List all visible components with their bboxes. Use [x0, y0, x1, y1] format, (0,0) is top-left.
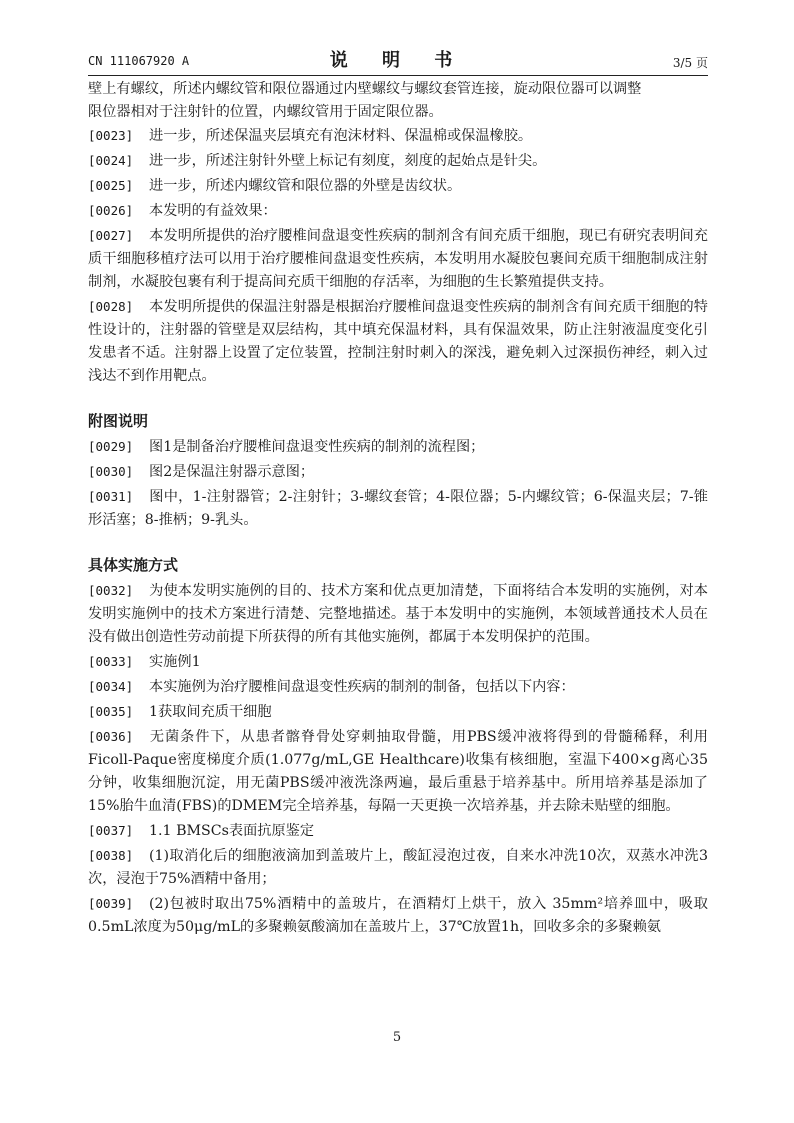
- paragraph-text: 为使本发明实施例的目的、技术方案和优点更加清楚，下面将结合本发明的实施例，对本发明实施例中的技术方案进行清楚、完整地描述。基于本发明中的实施例，本领域普通技术人员在没有做出创造性劳动前提下所获得的所有其他实施例，都属于本发明保护的范围。: [88, 583, 708, 645]
- paragraph: [88, 650, 708, 674]
- paragraph-number: [0034]: [88, 679, 134, 694]
- paragraph-number: [0031]: [88, 489, 134, 504]
- paragraph: [88, 174, 708, 198]
- paragraph: [88, 124, 708, 148]
- paragraph: [88, 579, 708, 649]
- paragraph: [88, 725, 708, 818]
- document-title: 说 明 书: [329, 50, 467, 71]
- paragraph-number: [0025]: [88, 178, 134, 193]
- paragraph: [88, 460, 708, 484]
- paragraph: [88, 892, 708, 939]
- paragraph-text: 本发明的有益效果：: [149, 203, 277, 219]
- paragraph: [88, 700, 708, 724]
- paragraph-text: 进一步，所述注射针外壁上标记有刻度，刻度的起始点是针尖。: [149, 153, 547, 169]
- paragraph-number: [0038]: [88, 848, 134, 863]
- paragraph-text: 图中，1-注射器管；2-注射针；3-螺纹套管；4-限位器；5-内螺纹管；6-保温夹层；7-锥形活塞；8-推柄；9-乳头。: [88, 489, 708, 528]
- paragraph-number: [0037]: [88, 823, 134, 838]
- paragraph: [88, 224, 708, 294]
- paragraph-number: [0039]: [88, 896, 134, 911]
- paragraph-text: 本发明所提供的保温注射器是根据治疗腰椎间盘退变性疾病的制剂含有间充质干细胞的特性设计的，注射器的管壁是双层结构，其中填充保温材料，具有保温效果，防止注射液温度变化引发患者不适。注射器上设置了定位装置，控制注射时刺入的深浅，避免刺入过深损伤神经，刺入过浅达不到作用靶点。: [88, 299, 708, 384]
- paragraph: [88, 435, 708, 459]
- page-number: 5: [392, 1030, 402, 1045]
- section-heading-embodiments: 具体实施方式: [88, 556, 179, 574]
- page-header: [88, 46, 708, 74]
- page-label: 3/5 页: [672, 56, 708, 70]
- paragraph-text: (1)取消化后的细胞液滴加到盖玻片上，酸缸浸泡过夜，自来水冲洗10次，双蒸水冲洗3次，浸泡于75%酒精中备用；: [88, 848, 708, 887]
- paragraph-number: [0032]: [88, 583, 134, 598]
- paragraph: [88, 819, 708, 843]
- paragraph-text: 图2是保温注射器示意图；: [149, 464, 315, 480]
- paragraph: [88, 844, 708, 891]
- paragraph-number: [0036]: [88, 729, 134, 744]
- intro-line: 限位器相对于注射针的位置，内螺纹管用于固定限位器。: [88, 104, 443, 120]
- paragraph-number: [0024]: [88, 153, 134, 168]
- paragraph: [88, 485, 708, 532]
- paragraph-number: [0033]: [88, 654, 134, 669]
- paragraph-number: [0028]: [88, 299, 134, 314]
- paragraph-number: [0029]: [88, 439, 134, 454]
- paragraph-text: 无菌条件下，从患者髂脊骨处穿刺抽取骨髓，用PBS缓冲液将得到的骨髓稀释，利用Ficoll-Paque密度梯度介质(1.077g/mL,GE Healthcare)收集有核细胞，室温下400×g离心35分钟，收集细胞沉淀，用无菌PBS缓冲液洗涤两遍，最后重悬于培养基中。所用培养基是添加了15%胎牛血清(FBS)的DMEM完全培养基，每隔一天更换一次培养基，并去除未贴壁的细胞。: [88, 729, 708, 814]
- paragraph-text: 1.1 BMSCs表面抗原鉴定: [149, 823, 315, 839]
- paragraph-text: (2)包被时取出75%酒精中的盖玻片，在酒精灯上烘干，放入 35mm²培养皿中，吸取0.5mL浓度为50μg/mL的多聚赖氨酸滴加在盖玻片上，37℃放置1h，回收多余的多聚赖氨: [88, 896, 708, 935]
- paragraph-number: [0035]: [88, 704, 134, 719]
- document-body: [88, 78, 708, 940]
- paragraph-text: 本发明所提供的治疗腰椎间盘退变性疾病的制剂含有间充质干细胞，现已有研究表明间充质干细胞移植疗法可以用于治疗腰椎间盘退变性疾病，本发明用水凝胶包裹间充质干细胞制成注射制剂，水凝胶包裹有利于提高间充质干细胞的存活率，为细胞的生长繁殖提供支持。: [88, 228, 708, 290]
- paragraph-number: [0027]: [88, 228, 134, 243]
- paragraph: [88, 295, 708, 388]
- paragraph-text: 本实施例为治疗腰椎间盘退变性疾病的制剂的制备，包括以下内容：: [149, 679, 575, 695]
- paragraph-number: [0023]: [88, 128, 134, 143]
- paragraph-text: 图1是制备治疗腰椎间盘退变性疾病的制剂的流程图；: [149, 439, 485, 455]
- paragraph-text: 进一步，所述保温夹层填充有泡沫材料、保温棉或保温橡胶。: [149, 128, 533, 144]
- paragraph-number: [0026]: [88, 203, 134, 218]
- paragraph-group-a: [88, 124, 708, 388]
- patent-number: CN 111067920 A: [88, 54, 190, 68]
- section-heading-figures: 附图说明: [88, 412, 149, 430]
- paragraph-text: 实施例1: [149, 654, 201, 670]
- header-rule: [88, 75, 708, 76]
- intro-line: 壁上有螺纹，所述内螺纹管和限位器通过内壁螺纹与螺纹套管连接，旋动限位器可以调整: [88, 81, 642, 97]
- paragraph: [88, 199, 708, 223]
- paragraph: [88, 149, 708, 173]
- paragraph-text: 进一步，所述内螺纹管和限位器的外壁是齿纹状。: [149, 178, 462, 194]
- paragraph: [88, 675, 708, 699]
- paragraph-number: [0030]: [88, 464, 134, 479]
- paragraph-text: 1获取间充质干细胞: [149, 704, 272, 720]
- paragraph-group-c: [88, 579, 708, 939]
- paragraph-group-b: [88, 435, 708, 532]
